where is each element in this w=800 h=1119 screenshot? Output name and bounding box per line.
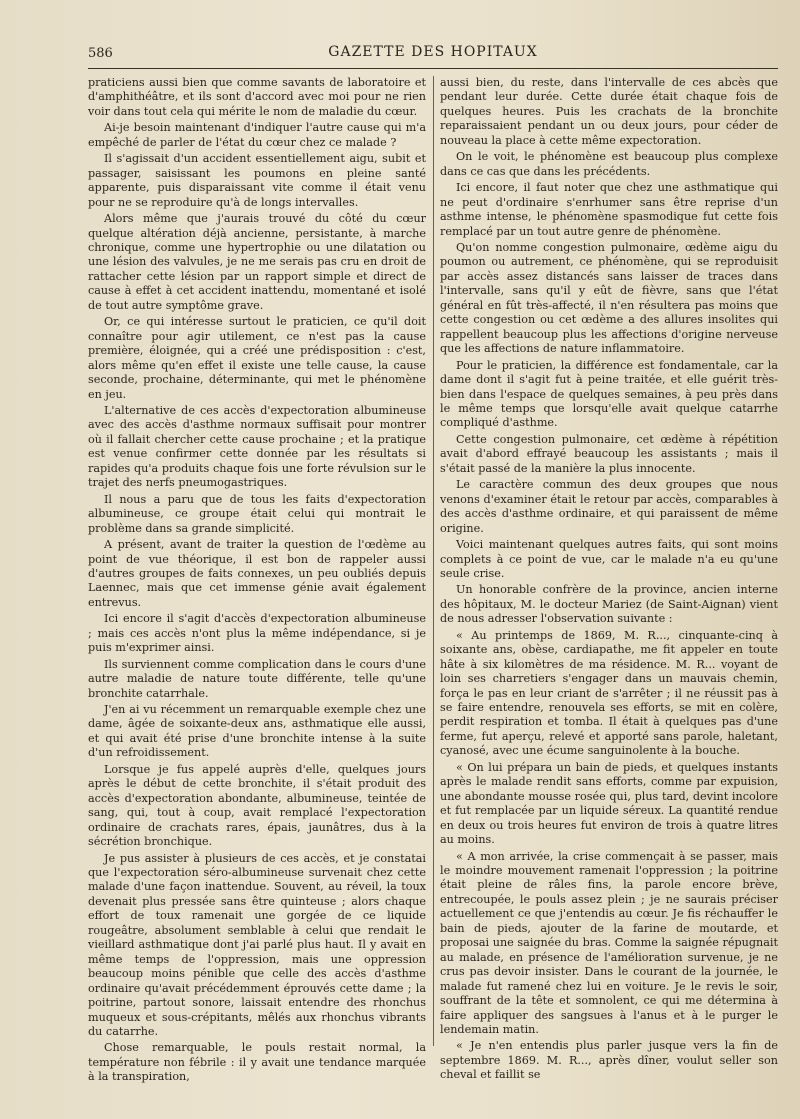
paragraph: aussi bien, du reste, dans l'intervalle de ces abcès que pendant leur durée. Cette durée était chaque fois de quelques heures. Puis les crachats de la bronchite reparaissaient pendant un ou deux jours, pour céder de nouveau la place à cette même expectoration. (440, 76, 778, 147)
paragraph: Voici maintenant quelques autres faits, qui sont moins complets à ce point de vue, car le malade n'a eu qu'une seule crise. (440, 538, 778, 580)
paragraph: A présent, avant de traiter la question de l'œdème au point de vue théorique, il est bon de rappeler aussi d'autres groupes de faits connexes, un peu oubliés depuis Laennec, mais que cet immense génie avait également entrevus. (88, 538, 426, 609)
paragraph: Je pus assister à plusieurs de ces accès, et je constatai que l'expectoration séro-albumineuse survenait chez cette malade d'une façon inattendue. Souvent, au réveil, la toux devenait plus pressée sans être quinteuse ; alors chaque effort de toux ramenait une gorgée de ce liquide rougeâtre, absolument semblable à celui que rendait le vieillard asthmatique dont j'ai parlé plus haut. Il y avait en même temps de l'oppression, mais une oppression beaucoup moins pénible que celle des accès d'asthme ordinaire qu'avait précédemment éprouvés cette dame ; la poitrine, partout sonore, laissait entendre des rhonchus muqueux et sous-crépitants, mêlés aux rhonchus vibrants du catarrhe. (88, 851, 426, 1038)
header-rule (88, 68, 778, 69)
paragraph: L'alternative de ces accès d'expectoration albumineuse avec des accès d'asthme normaux suffisait pour montrer où il fallait chercher cette cause prochaine ; et la pratique est venue confirmer cette donnée par les résultats si rapides qu'a produits chaque fois une forte révulsion sur le trajet des nerfs pneumogastriques. (88, 403, 426, 490)
paragraph: « Au printemps de 1869, M. R..., cinquante-cinq à soixante ans, obèse, cardiapathe, me fit appeler en toute hâte à six kilomètres de ma résidence. M. R... voyant de loin ses charretiers s'engager dans un mauvais chemin, força le pas en leur criant de s'arrêter ; il ne réussit pas à se faire entendre, renouvela ses efforts, se mit en colère, perdit respiration et tomba. Il était à quelques pas d'une ferme, fut aperçu, relevé et apporté sans parole, haletant, cyanosé, avec une écume sanguinolente à la bouche. (440, 628, 778, 758)
paragraph: Ai-je besoin maintenant d'indiquer l'autre cause qui m'a empêché de parler de l'état du cœur chez ce malade ? (88, 121, 426, 149)
left-column (88, 76, 426, 1087)
paragraph: « A mon arrivée, la crise commençait à se passer, mais le moindre mouvement ramenait l'oppression ; la poitrine était pleine de râles fins, la parole encore brève, entrecoupée, le pouls assez plein ; je ne saurais préciser actuellement ce que j'entendis au cœur. Je fis réchauffer le bain de pieds, ajouter de la farine de moutarde, et proposai une saignée du bras. Comme la saignée répugnait au malade, en présence de l'amélioration survenue, je ne crus pas devoir insister. Dans le courant de la journée, le malade fut ramené chez lui en voiture. Je le revis le soir, souffrant de la tête et somnolent, ce qui me détermina à faire appliquer des sangsues à l'anus et à le purger le lendemain matin. (440, 849, 778, 1036)
paragraph: Or, ce qui intéresse surtout le praticien, ce qu'il doit connaître pour agir utilement, ce n'est pas la cause première, éloignée, qui a créé une prédisposition : c'est, alors même qu'en effet il existe une telle cause, la cause seconde, prochaine, déterminante, qui met le phénomène en jeu. (88, 315, 426, 401)
running-title: GAZETTE DES HOPITAUX (328, 44, 538, 60)
paragraph: Ici encore, il faut noter que chez une asthmatique qui ne peut d'ordinaire s'enrhumer sans être reprise d'un asthme intense, le phénomène spasmodique fut cette fois remplacé par un tout autre genre de phénomène. (440, 181, 778, 238)
right-column (440, 76, 778, 1085)
paragraph: « Je n'en entendis plus parler jusque vers la fin de septembre 1869. M. R..., après dîner, voulut seller son cheval et faillit se (440, 1039, 778, 1082)
paragraph: J'en ai vu récemment un remarquable exemple chez une dame, âgée de soixante-deux ans, asthmatique elle aussi, et qui avait été prise d'une bronchite intense à la suite d'un refroidissement. (88, 703, 426, 760)
paragraph: « On lui prépara un bain de pieds, et quelques instants après le malade rendit sans efforts, comme par expuision, une abondante mousse rosée qui, plus tard, devint incolore et fut remplacée par un liquide séreux. La quantité rendue en deux ou trois heures fut environ de trois à quatre litres au moins. (440, 760, 778, 847)
paragraph: Pour le praticien, la différence est fondamentale, car la dame dont il s'agit fut à peine traitée, et elle guérit très-bien dans l'espace de quelques semaines, à peu près dans le même temps que lorsqu'elle avait quelque catarrhe compliqué d'asthme. (440, 358, 778, 430)
page-number: 586 (88, 46, 113, 61)
paragraph: Chose remarquable, le pouls restait normal, la température non fébrile : il y avait une tendance marquée à la transpiration, (88, 1041, 426, 1084)
paragraph: Ici encore il s'agit d'accès d'expectoration albumineuse ; mais ces accès n'ont plus la même indépendance, si je puis m'exprimer ainsi. (88, 612, 426, 655)
paragraph: Un honorable confrère de la province, ancien interne des hôpitaux, M. le docteur Mariez (de Saint-Aignan) vient de nous adresser l'observation suivante : (440, 583, 778, 626)
paragraph: Qu'on nomme congestion pulmonaire, œdème aigu du poumon ou autrement, ce phénomène, qui se reproduisit par accès assez distancés sans laisser de traces dans l'intervalle, sans qu'il y eût de fièvre, sans que l'état général en fût très-affecté, il n'en résultera pas moins que cette congestion ou cet œdème a des allures insolites qui rappellent beaucoup plus les affections d'origine nerveuse que les affections de nature inflammatoire. (440, 240, 778, 356)
paragraph: Le caractère commun des deux groupes que nous venons d'examiner était le retour par accès, comparables à des accès d'asthme ordinaire, et qui paraissent de même origine. (440, 478, 778, 535)
paragraph: Cette congestion pulmonaire, cet œdème à répétition avait d'abord effrayé beaucoup les assistants ; mais il s'était passé de la manière la plus innocente. (440, 432, 778, 475)
paragraph: Lorsque je fus appelé auprès d'elle, quelques jours après le début de cette bronchite, il s'était produit des accès d'expectoration abondante, albumineuse, teintée de sang, qui, tout à coup, avait remplacé l'expectoration ordinaire de crachats rares, épais, jaunâtres, dus à la sécrétion bronchique. (88, 762, 426, 849)
paragraph: On le voit, le phénomène est beaucoup plus complexe dans ce cas que dans les précédents. (440, 150, 778, 178)
column-separator (433, 76, 434, 1046)
paragraph: Il nous a paru que de tous les faits d'expectoration albumineuse, ce groupe était celui qui montrait le problème dans sa grande simplicité. (88, 492, 426, 535)
paragraph: Il s'agissait d'un accident essentiellement aigu, subit et passager, saisissant les poumons en pleine santé apparente, puis disparaissant vite comme il était venu pour ne se reproduire qu'à de longs intervalles. (88, 152, 426, 209)
page-header (88, 44, 778, 64)
paragraph: Ils surviennent comme complication dans le cours d'une autre maladie de nature toute différente, telle qu'une bronchite catarrhale. (88, 657, 426, 700)
paragraph: Alors même que j'aurais trouvé du côté du cœur quelque altération déjà ancienne, persistante, à marche chronique, comme une hypertrophie ou une dilatation ou une lésion des valvules, je ne me serais pas cru en droit de rattacher cette lésion par un rapport simple et direct de cause à effet à cet accident inattendu, momentané et isolé de tout autre symptôme grave. (88, 212, 426, 312)
paragraph: praticiens aussi bien que comme savants de laboratoire et d'amphithéâtre, et ils sont d'accord avec moi pour ne rien voir dans tout cela qui mérite le nom de maladie du cœur. (88, 76, 426, 118)
